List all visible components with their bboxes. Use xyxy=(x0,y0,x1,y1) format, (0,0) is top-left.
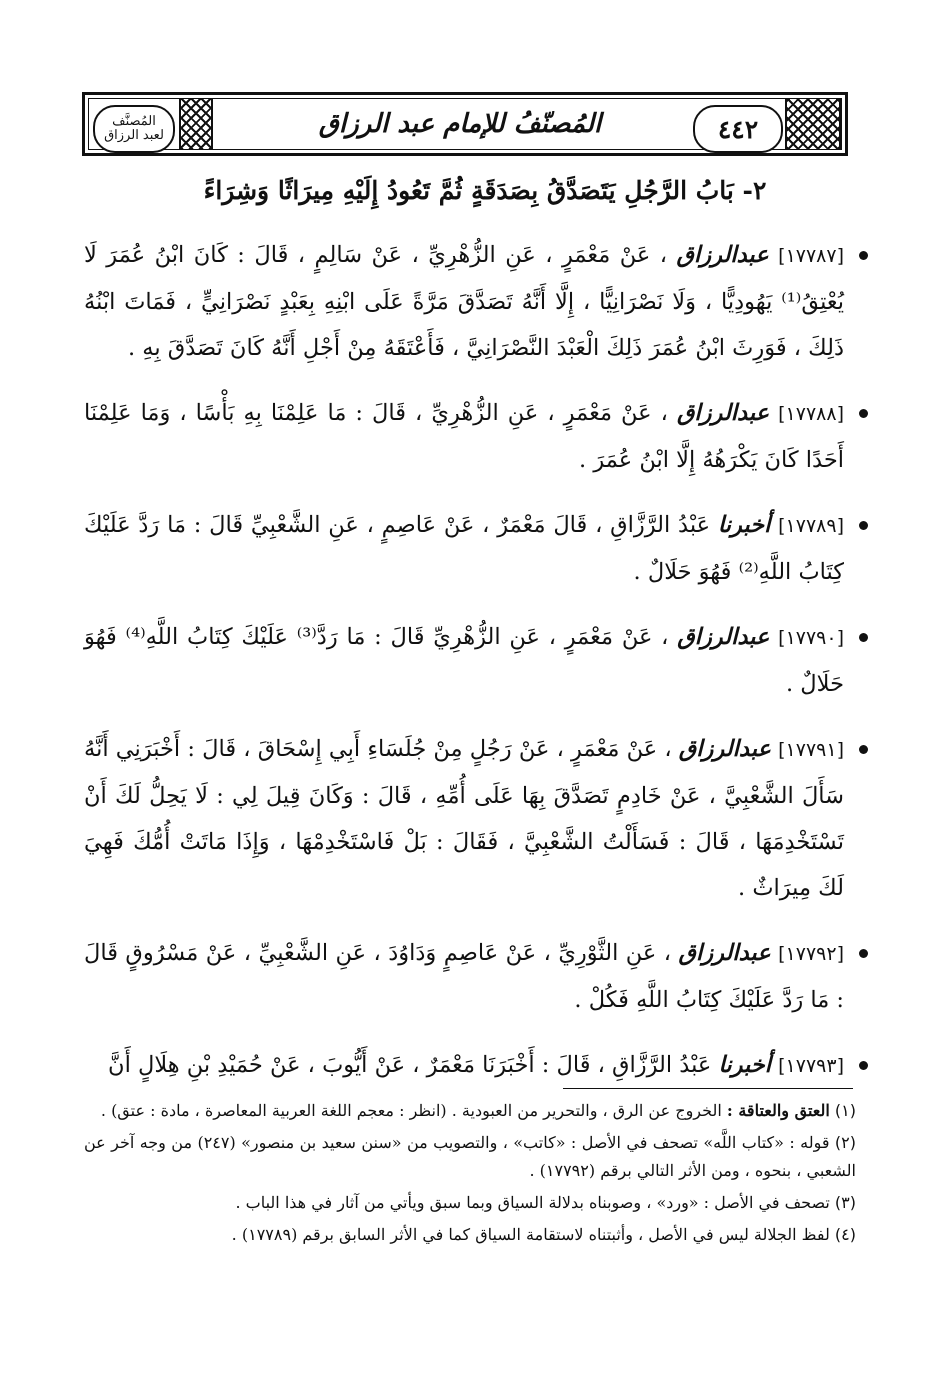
page-number: ٤٤٢ xyxy=(693,105,783,153)
hadith-number: [١٧٧٩٢] xyxy=(778,943,844,965)
hadith-text: ، عَنْ مَعْمَرٍ ، عَنِ الزُّهْرِيِّ ، عَنْ سَالِمٍ ، قَالَ : كَانَ ابْنُ عُمَرَ لَا يُعْتِقُ⁽¹⁾ يَهُودِيًّا ، وَلَا نَصْرَانِيًّا ، إِلَّا أَنَّهُ تَصَدَّقَ مَرَّةً عَلَى ابْنِهِ بِعَبْدٍ نَصْرَانِيٍّ ، فَمَاتَ ابْنُهُ ذَلِكَ ، فَوَرِثَ ابْنُ عُمَرَ ذَلِكَ الْعَبْدَ النَّصْرَانِيَّ ، فَأَعْتَقَهُ مِنْ أَجْلِ أَنَّهُ كَانَ تَصَدَّقَ بِهِ . xyxy=(84,242,844,361)
bullet-icon xyxy=(859,633,868,642)
footnote-text: تصحف في الأصل : «ورد» ، وصوبناه بدلالة السياق وبما سبق ويأتي من آثار في هذا الباب . xyxy=(235,1193,830,1212)
chapter-title: ٢- بَابُ الرَّجُلِ يَتَصَدَّقُ بِصَدَقَةٍ ثُمَّ تَعُودُ إِلَيْهِ مِيرَاثًا وَشِرَاءً xyxy=(203,176,767,205)
bullet-icon xyxy=(859,521,868,530)
hadith-text: ، عَنِ الثَّوْرِيِّ ، عَنْ عَاصِمٍ وَدَاوُدَ ، عَنِ الشَّعْبِيِّ ، عَنْ مَسْرُوقٍ قَالَ : مَا رَدَّ عَلَيْكَ كِتَابُ اللَّهِ فَكُلْ . xyxy=(84,940,844,1013)
book-logo xyxy=(93,105,175,153)
footnote-number: (١) xyxy=(834,1101,856,1120)
ornament-border-right xyxy=(785,99,841,149)
hadith-entry xyxy=(84,232,854,371)
book-logo-line2: لعبد الرزاق xyxy=(104,128,164,143)
book-logo-line1: المُصنَّف xyxy=(112,114,156,129)
header-frame xyxy=(88,98,842,150)
hadith-number: [١٧٧٨٧] xyxy=(778,245,845,267)
hadith-entry xyxy=(84,930,854,1023)
footnote-text: لفظ الجلالة ليس في الأصل ، وأثبتناه لاستقامة السياق كما في الأثر السابق برقم (١٧٧٨٩) . xyxy=(231,1225,830,1244)
bullet-icon xyxy=(859,949,868,958)
hadith-text: ، عَنْ مَعْمَرٍ ، عَنْ رَجُلٍ مِنْ جُلَسَاءِ أَبِي إِسْحَاقَ ، قَالَ : أَخْبَرَنِي أَنَّهُ سَأَلَ الشَّعْبِيَّ ، عَنْ خَادِمٍ تَصَدَّقَ بِهَا عَلَى أُمِّهِ ، قَالَ : وَكَانَ قِيلَ لِي : لَا يَحِلُّ لَكَ أَنْ تَسْتَخْدِمَهَا ، قَالَ : فَسَأَلْتُ الشَّعْبِيَّ ، فَقَالَ : بَلْ فَاسْتَخْدِمْهَا ، وَإِذَا مَاتَتْ أُمُّكَ فَهِيَ لَكَ مِيرَاثٌ . xyxy=(84,736,845,901)
hadith-source: عبدالرزاق xyxy=(678,940,771,966)
footnote xyxy=(84,1097,856,1125)
hadith-entry xyxy=(84,614,854,707)
hadith-text: عَبْدُ الرَّزَّاقِ ، قَالَ : أَخْبَرَنَا مَعْمَرٌ ، عَنْ أَيُّوبَ ، عَنْ حُمَيْدِ بْنِ هِلَالٍ أَنَّ xyxy=(108,1052,712,1078)
hadith-source: أخبرنا xyxy=(717,512,771,538)
hadith-entry xyxy=(84,390,854,483)
hadith-source: عبدالرزاق xyxy=(676,242,769,268)
hadith-text: ، عَنْ مَعْمَرٍ ، عَنِ الزُّهْرِيِّ قَالَ : مَا رَدَّ⁽³⁾ عَلَيْكَ كِتَابُ اللَّهِ⁽⁴⁾ فَهُوَ حَلَالٌ . xyxy=(84,624,844,697)
hadith-entry xyxy=(84,1042,854,1089)
hadith-source: عبدالرزاق xyxy=(678,736,771,762)
hadith-number: [١٧٧٩٠] xyxy=(778,627,845,649)
footnote xyxy=(84,1189,856,1217)
book-title: المُصنّفُ للإمام عبد الرزاق xyxy=(318,109,602,139)
hadith-text: عَبْدُ الرَّزَّاقِ ، قَالَ مَعْمَرٌ ، عَنْ عَاصِمٍ ، عَنِ الشَّعْبِيِّ قَالَ : مَا رَدَّ عَلَيْكَ كِتَابُ اللَّهِ⁽²⁾ فَهُوَ حَلَالٌ . xyxy=(84,512,844,585)
footnote xyxy=(84,1129,856,1185)
bullet-icon xyxy=(859,409,868,418)
bullet-icon xyxy=(859,1061,868,1070)
hadith-number: [١٧٧٨٩] xyxy=(778,515,844,537)
hadith-number: [١٧٧٨٨] xyxy=(778,403,844,425)
footnote-number: (٤) xyxy=(834,1225,856,1244)
hadith-number: [١٧٧٩٣] xyxy=(778,1055,844,1077)
footnote-separator xyxy=(563,1088,853,1089)
bullet-icon xyxy=(859,251,868,260)
footnote-text: قوله : «كتاب اللَّه» تصحف في الأصل : «كاتب» ، والتصويب من «سنن سعيد بن منصور» (٢٤٧) من وجه آخر عن الشعبي ، بنحوه ، ومن الأثر التالي برقم (١٧٧٩٢) . xyxy=(84,1133,856,1180)
hadith-source: أخبرنا xyxy=(718,1052,771,1078)
hadith-list xyxy=(84,232,854,1108)
footnote xyxy=(84,1221,856,1249)
footnote-number: (٣) xyxy=(834,1193,856,1212)
hadith-entry xyxy=(84,726,854,911)
hadith-entry xyxy=(84,502,854,595)
footnotes xyxy=(84,1097,856,1253)
hadith-source: عبدالرزاق xyxy=(677,624,770,650)
hadith-number: [١٧٧٩١] xyxy=(778,739,844,761)
hadith-source: عبدالرزاق xyxy=(676,400,770,426)
footnote-text: الخروج عن الرق ، والتحرير من العبودية . (انظر : معجم اللغة العربية المعاصرة ، مادة : عتق) . xyxy=(100,1101,722,1120)
footnote-head: العتق والعتاقة : xyxy=(726,1101,830,1120)
ornament-border-middle xyxy=(179,99,213,149)
footnote-number: (٢) xyxy=(834,1133,856,1152)
running-header xyxy=(82,92,848,156)
hadith-text: ، عَنْ مَعْمَرٍ ، عَنِ الزُّهْرِيِّ ، قَالَ : مَا عَلِمْنَا بِهِ بَأْسًا ، وَمَا عَلِمْنَا أَحَدًا كَانَ يَكْرَهُهُ إِلَّا ابْنُ عُمَرَ . xyxy=(84,400,844,473)
bullet-icon xyxy=(859,745,868,754)
